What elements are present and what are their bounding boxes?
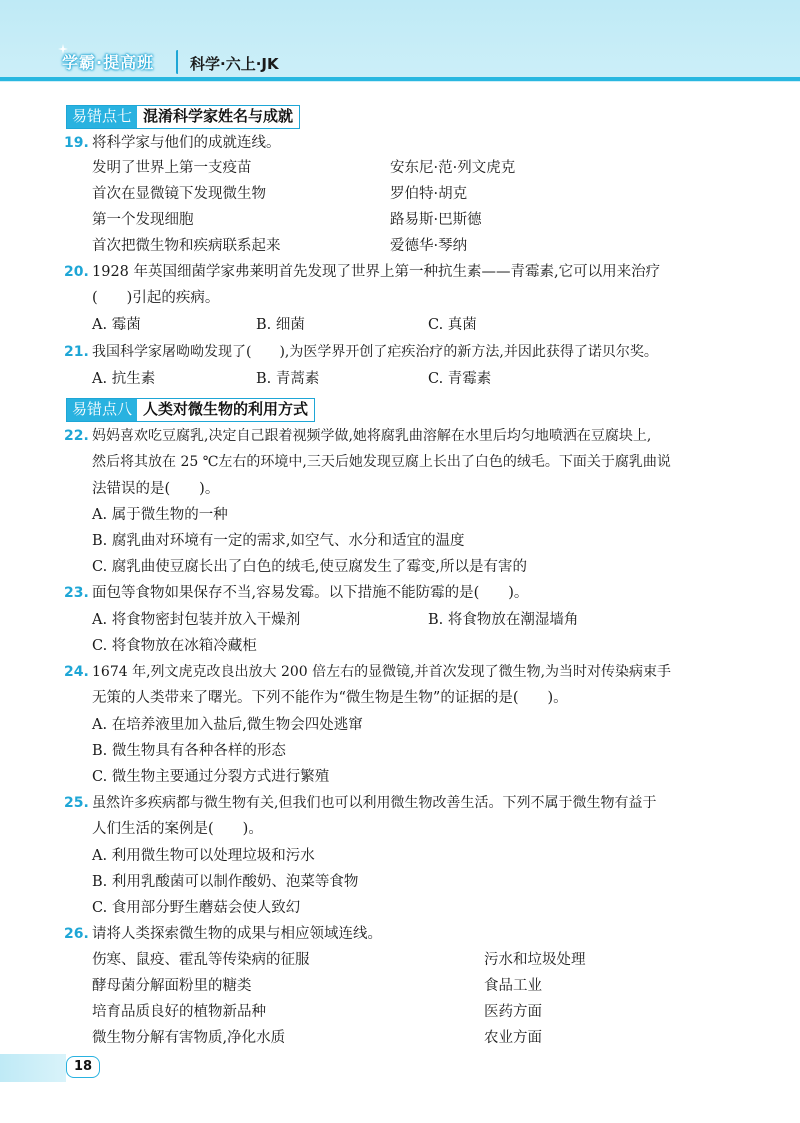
match-right-item: 污水和垃圾处理 (484, 952, 586, 968)
question-number: 20. (64, 264, 89, 280)
question-number: 21. (64, 344, 89, 360)
option-c: C. 腐乳曲使豆腐长出了白色的绒毛,使豆腐发生了霉变,所以是有害的 (92, 559, 528, 575)
option-c: C. 青霉素 (428, 371, 492, 387)
match-right-item: 食品工业 (484, 978, 542, 994)
header-divider (0, 77, 800, 81)
question-number: 24. (64, 664, 89, 680)
question-stem: 面包等食物如果保存不当,容易发霉。以下措施不能防霉的是( )。 (92, 585, 529, 601)
match-left-item: 伤寒、鼠疫、霍乱等传染病的征服 (92, 952, 310, 968)
option-b: B. 腐乳曲对环境有一定的需求,如空气、水分和适宜的温度 (92, 533, 465, 549)
question-stem: 人们生活的案例是( )。 (92, 821, 263, 837)
match-right-item: 路易斯·巴斯德 (390, 212, 482, 228)
option-a: A. 抗生素 (92, 371, 156, 387)
option-a: A. 属于微生物的一种 (92, 507, 228, 523)
header-separator (176, 50, 179, 74)
question-number: 22. (64, 428, 89, 444)
match-left-item: 第一个发现细胞 (92, 212, 194, 228)
footer-band (0, 1054, 66, 1082)
option-b: B. 微生物具有各种各样的形态 (92, 743, 286, 759)
match-left-item: 首次在显微镜下发现微生物 (92, 186, 266, 202)
option-b: B. 利用乳酸菌可以制作酸奶、泡菜等食物 (92, 874, 359, 890)
section-title: 人类对微生物的利用方式 (137, 399, 314, 421)
match-left-item: 培育品质良好的植物新品种 (92, 1004, 266, 1020)
match-right-item: 农业方面 (484, 1030, 542, 1046)
option-a: A. 霉菌 (92, 317, 141, 333)
option-b: B. 青蒿素 (256, 371, 320, 387)
question-number: 23. (64, 585, 89, 601)
match-right-item: 爱德华·琴纳 (390, 238, 468, 254)
match-left-item: 首次把微生物和疾病联系起来 (92, 238, 281, 254)
match-right-item: 医药方面 (484, 1004, 542, 1020)
section-title: 混淆科学家姓名与成就 (137, 106, 299, 128)
section-header-8 (66, 398, 315, 422)
question-stem: 请将人类探索微生物的成果与相应领域连线。 (92, 926, 382, 942)
brand-title: 学霸·提高班 (62, 53, 155, 72)
option-c: C. 将食物放在冰箱冷藏柜 (92, 638, 257, 654)
option-c: C. 真菌 (428, 317, 477, 333)
match-left-item: 酵母菌分解面粉里的糖类 (92, 978, 252, 994)
match-right-item: 安东尼·范·列文虎克 (390, 160, 516, 176)
question-number: 25. (64, 795, 89, 811)
match-left-item: 微生物分解有害物质,净化水质 (92, 1030, 286, 1046)
option-c: C. 微生物主要通过分裂方式进行繁殖 (92, 769, 330, 785)
question-stem: 我国科学家屠呦呦发现了( ),为医学界开创了疟疾治疗的新方法,并因此获得了诺贝尔奖。 (92, 344, 658, 360)
subject-label: 科学·六上·JK (190, 55, 279, 73)
section-header-7 (66, 105, 300, 129)
question-stem: ( )引起的疾病。 (92, 290, 220, 306)
page-number: 18 (66, 1056, 100, 1078)
question-stem: 1928 年英国细菌学家弗莱明首先发现了世界上第一种抗生素——青霉素,它可以用来治疗 (92, 264, 661, 280)
match-right-item: 罗伯特·胡克 (390, 186, 468, 202)
question-stem: 妈妈喜欢吃豆腐乳,决定自己跟着视频学做,她将腐乳曲溶解在水里后均匀地喷洒在豆腐块上, (92, 428, 652, 444)
question-stem: 法错误的是( )。 (92, 481, 220, 497)
question-stem: 然后将其放在 25 ℃左右的环境中,三天后她发现豆腐上长出了白色的绒毛。下面关于腐乳曲说 (92, 454, 671, 470)
question-stem: 无策的人类带来了曙光。下列不能作为“微生物是生物”的证据的是( )。 (92, 690, 568, 706)
option-b: B. 将食物放在潮湿墙角 (428, 612, 579, 628)
question-stem: 1674 年,列文虎克改良出放大 200 倍左右的显微镜,并首次发现了微生物,为当时对传染病束手 (92, 664, 672, 680)
option-c: C. 食用部分野生蘑菇会使人致幻 (92, 900, 301, 916)
option-b: B. 细菌 (256, 317, 305, 333)
question-stem: 将科学家与他们的成就连线。 (92, 135, 281, 151)
match-left-item: 发明了世界上第一支疫苗 (92, 160, 252, 176)
section-tag: 易错点八 (67, 399, 137, 421)
option-a: A. 在培养液里加入盐后,微生物会四处逃窜 (92, 717, 363, 733)
question-number: 19. (64, 135, 89, 151)
question-stem: 虽然许多疾病都与微生物有关,但我们也可以利用微生物改善生活。下列不属于微生物有益于 (92, 795, 657, 811)
question-number: 26. (64, 926, 89, 942)
option-a: A. 将食物密封包装并放入干燥剂 (92, 612, 301, 628)
section-tag: 易错点七 (67, 106, 137, 128)
option-a: A. 利用微生物可以处理垃圾和污水 (92, 848, 315, 864)
